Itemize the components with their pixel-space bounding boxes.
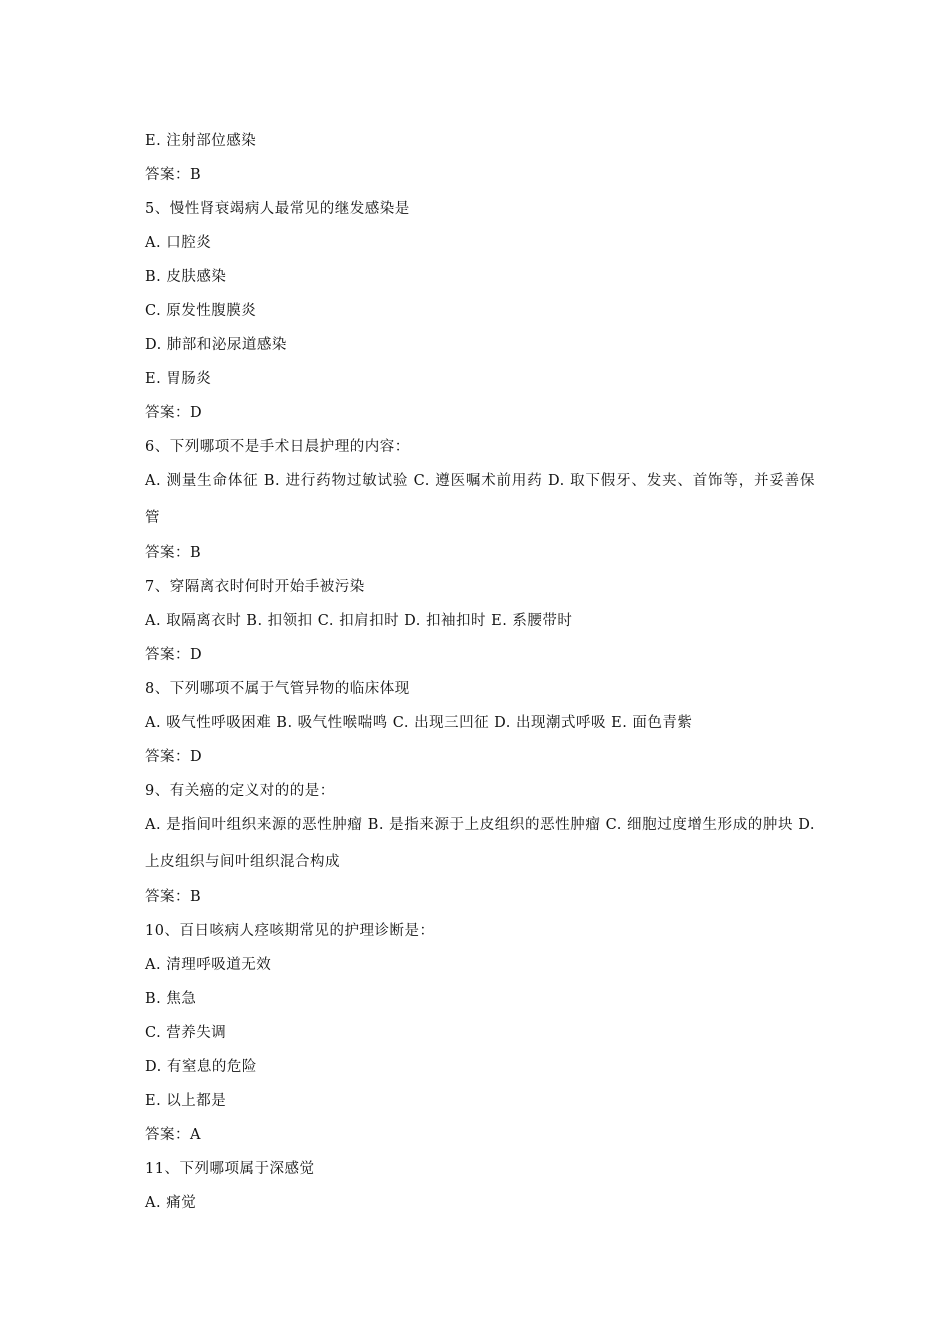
options-paragraph: A. 测量生命体征 B. 进行药物过敏试验 C. 遵医嘱术前用药 D. 取下假牙、发夹、首饰等，并妥善保管 (145, 473, 815, 526)
option-text: D. 肺部和泌尿道感染 (145, 337, 287, 353)
option-text: E. 胃肠炎 (145, 371, 212, 387)
answer-text: 答案：A (145, 1127, 201, 1143)
option-text: C. 原发性腹膜炎 (145, 303, 257, 319)
answer-text: 答案：D (145, 647, 203, 663)
option-text: E. 以上都是 (145, 1093, 227, 1109)
option-text: A. 清理呼吸道无效 (145, 957, 272, 973)
options-paragraph: A. 是指间叶组织来源的恶性肿瘤 B. 是指来源于上皮组织的恶性肿瘤 C. 细胞过度增生形成的肿块 D. 上皮组织与间叶组织混合构成 (145, 817, 815, 870)
option-text: B. 焦急 (145, 991, 197, 1007)
answer-text: 答案：D (145, 405, 203, 421)
option-text: E. 注射部位感染 (145, 133, 257, 149)
question-text: 10、百日咳病人痉咳期常见的护理诊断是： (145, 923, 435, 939)
option-text: D. 有窒息的危险 (145, 1059, 257, 1075)
answer-text: 答案：B (145, 167, 202, 183)
question-text: 8、下列哪项不属于气管异物的临床体现 (145, 681, 410, 697)
option-text: A. 口腔炎 (145, 235, 212, 251)
question-text: 9、有关癌的定义对的的是： (145, 783, 335, 799)
option-text: A. 痛觉 (145, 1195, 197, 1211)
question-text: 6、下列哪项不是手术日晨护理的内容： (145, 439, 410, 455)
answer-text: 答案：B (145, 889, 202, 905)
document-body (145, 124, 815, 1220)
option-text: C. 营养失调 (145, 1025, 227, 1041)
options-line: A. 取隔离衣时 B. 扣领扣 C. 扣肩扣时 D. 扣袖扣时 E. 系腰带时 (145, 613, 573, 629)
question-text: 7、穿隔离衣时何时开始手被污染 (145, 579, 365, 595)
options-line: A. 吸气性呼吸困难 B. 吸气性喉喘鸣 C. 出现三凹征 D. 出现潮式呼吸 E. 面色青紫 (145, 715, 693, 731)
question-text: 11、下列哪项属于深感觉 (145, 1161, 315, 1177)
answer-text: 答案：D (145, 749, 203, 765)
answer-text: 答案：B (145, 545, 202, 561)
question-text: 5、慢性肾衰竭病人最常见的继发感染是 (145, 201, 410, 217)
option-text: B. 皮肤感染 (145, 269, 227, 285)
